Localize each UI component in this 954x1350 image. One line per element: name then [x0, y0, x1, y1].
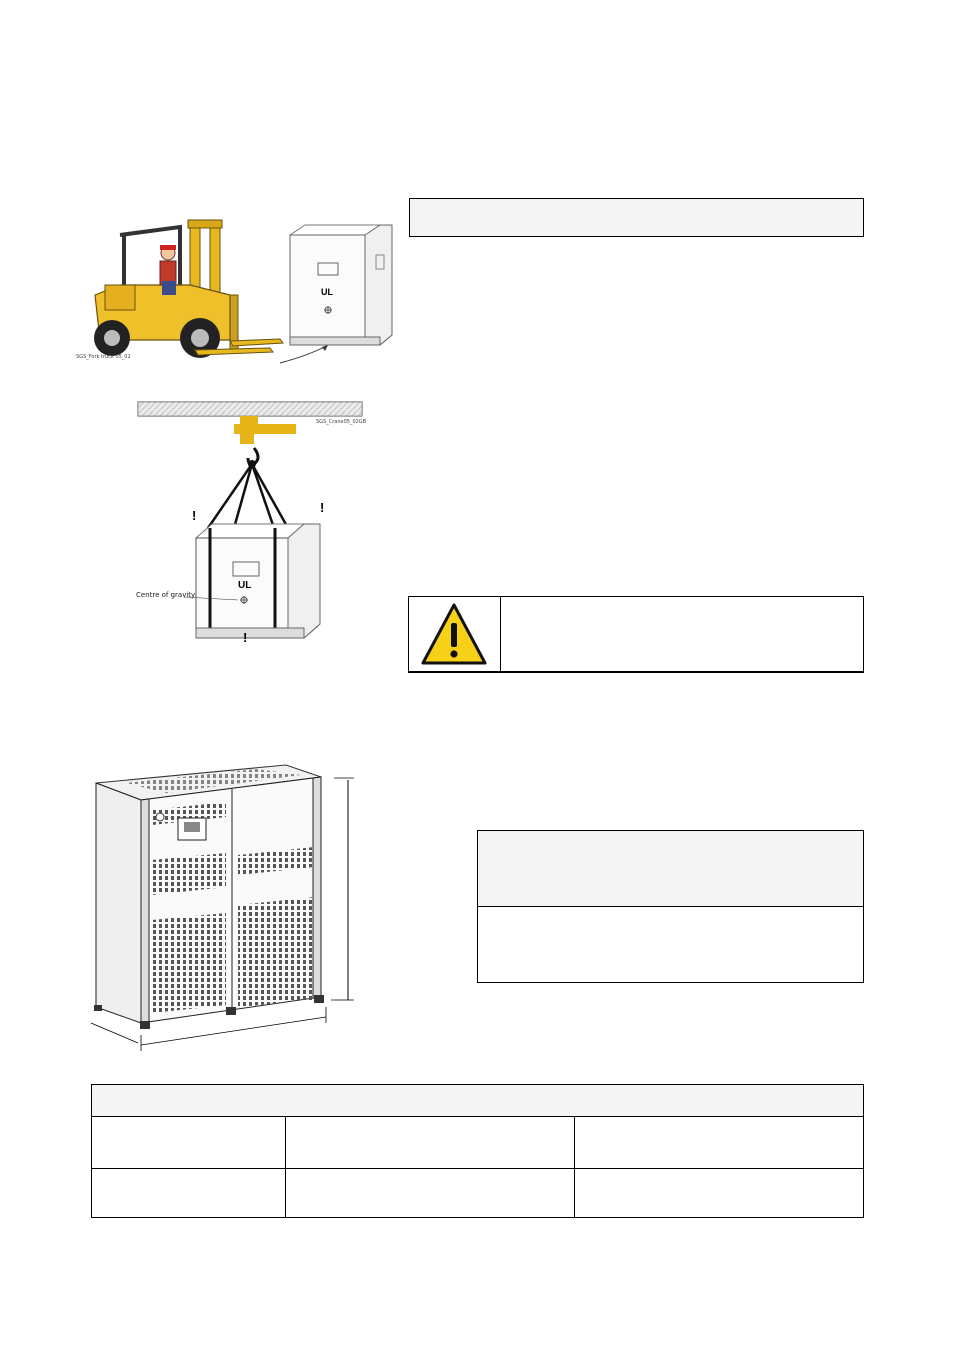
table-header-cell: [92, 1085, 864, 1117]
svg-text:UL: UL: [238, 580, 252, 591]
ups-cabinet-illustration: [86, 755, 358, 1055]
centre-of-gravity-label: Centre of gravity: [136, 591, 196, 599]
warning-mark-3: !: [243, 630, 248, 645]
crane-caption: SGS_Crane05_02GB: [316, 419, 367, 425]
header-box: [409, 198, 864, 237]
table-row: [92, 1169, 864, 1218]
crane-figure: [130, 398, 370, 648]
table-row: [92, 1117, 864, 1169]
table-cell: [92, 1169, 286, 1218]
table-cell: [286, 1117, 575, 1169]
warning-box: [408, 596, 864, 673]
table-cell: [575, 1169, 864, 1218]
warning-mark-1: !: [192, 508, 197, 523]
table-header-row: [92, 1085, 864, 1117]
dimensions-box-header: [478, 831, 863, 907]
svg-text:UL: UL: [321, 287, 333, 297]
warning-triangle-icon: [409, 597, 500, 671]
forklift-illustration: [80, 215, 395, 375]
crane-illustration: [130, 398, 370, 648]
forklift-figure: [76, 215, 395, 375]
ups-cabinet-figure: [86, 755, 358, 1055]
warning-mark-2: !: [320, 500, 325, 515]
table-cell: [286, 1169, 575, 1218]
table-cell: [575, 1117, 864, 1169]
warning-icon-cell: [409, 597, 501, 671]
dimensions-box: [477, 830, 864, 983]
specification-table: [91, 1084, 864, 1218]
forklift-caption: SGS_Fork truck 05_02: [76, 354, 131, 360]
dimensions-box-body: [478, 907, 863, 982]
table-cell: [92, 1117, 286, 1169]
